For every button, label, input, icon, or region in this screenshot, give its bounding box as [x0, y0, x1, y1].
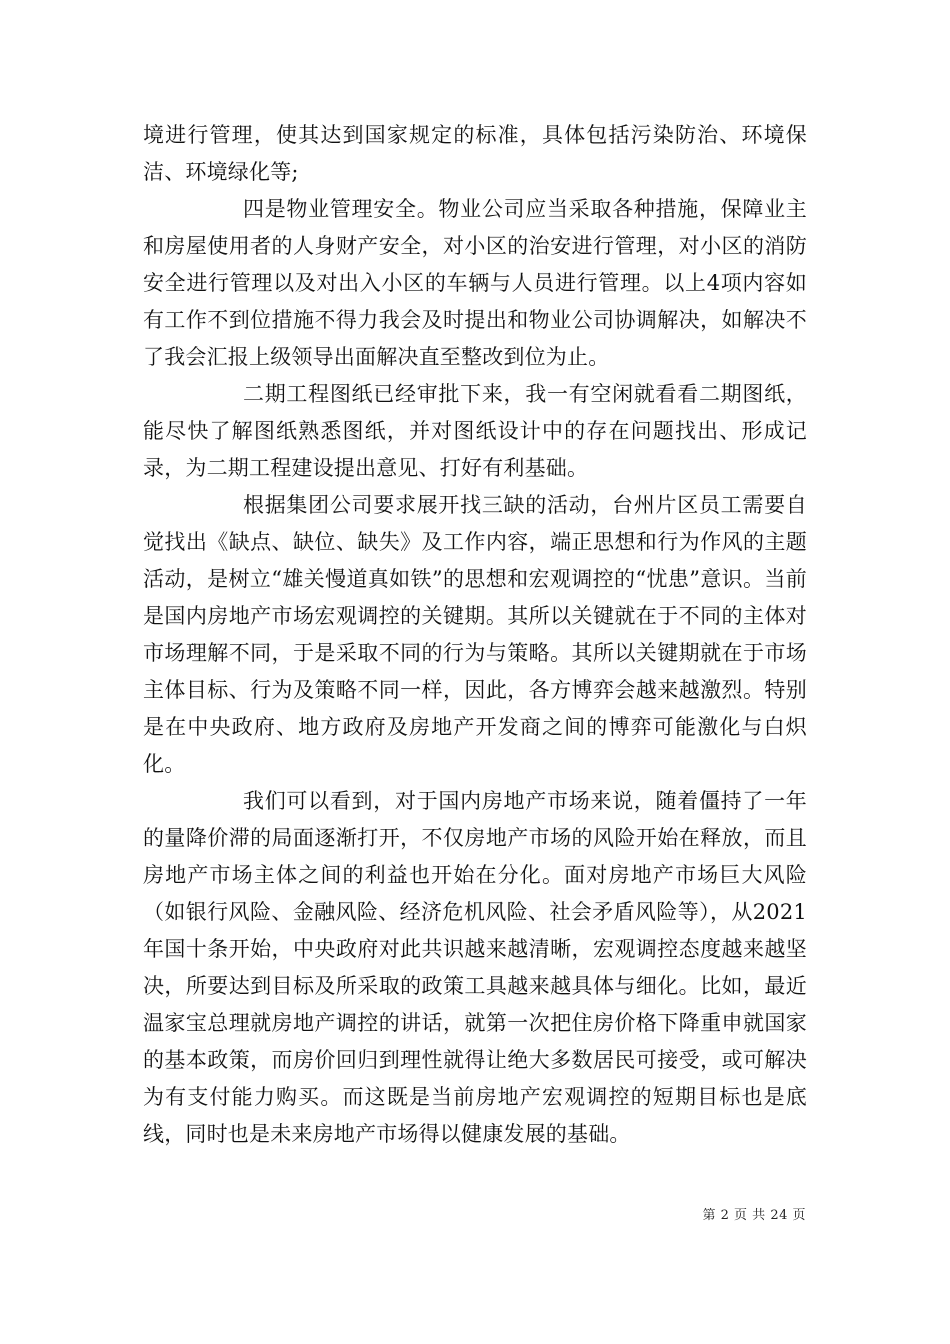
page-number-footer: 第 2 页 共 24 页: [702, 1208, 806, 1223]
paragraph-real-estate-market: 我们可以看到，对于国内房地产市场来说，随着僵持了一年的量降价滞的局面逐渐打开，不仅房地产市场的风险开始在释放，而且房地产市场主体之间的利益也开始在分化。面对房地产市场巨大风险（如银行风险、金融风险、经济危机风险、社会矛盾风险等），从2021年国十条开始，中央政府对此共识越来越清晰，宏观调控态度越来越坚决，所要达到目标及所采取的政策工具越来越具体与细化。比如，最近温家宝总理就房地产调控的讲话，就第一次把住房价格下降重申就国家的基本政策，而房价回归到理性就得让绝大多数居民可接受，或可解决为有支付能力购买。而这既是当前房地产宏观调控的短期目标也是底线，同时也是未来房地产市场得以健康发展的基础。: [143, 789, 807, 1146]
document-body: [143, 117, 807, 1153]
paragraph-three-deficiencies: 根据集团公司要求展开找三缺的活动，台州片区员工需要自觉找出《缺点、缺位、缺失》及工作内容，端正思想和行为作风的主题活动，是树立“雄关慢道真如铁”的思想和宏观调控的“忧患”意识。当前是国内房地产市场宏观调控的关键期。其所以关键就在于不同的主体对市场理解不同，于是采取不同的行为与策略。其所以关键期就在于市场主体目标、行为及策略不同一样，因此，各方博弈会越来越激烈。特别是在中央政府、地方政府及房地产开发商之间的博弈可能激化与白炽化。: [143, 493, 807, 776]
paragraph-property-safety: 四是物业管理安全。物业公司应当采取各种措施，保障业主和房屋使用者的人身财产安全，对小区的治安进行管理，对小区的消防安全进行管理以及对出入小区的车辆与人员进行管理。以上4项内容如有工作不到位措施不得力我会及时提出和物业公司协调解决，如解决不了我会汇报上级领导出面解决直至整改到位为止。: [143, 197, 807, 369]
paragraph-phase-two-drawings: 二期工程图纸已经审批下来，我一有空闲就看看二期图纸，能尽快了解图纸熟悉图纸，并对图纸设计中的存在问题找出、形成记录，为二期工程建设提出意见、打好有利基础。: [143, 382, 807, 480]
paragraph-continuation: 境进行管理，使其达到国家规定的标准，具体包括污染防治、环境保洁、环境绿化等;: [143, 123, 807, 184]
